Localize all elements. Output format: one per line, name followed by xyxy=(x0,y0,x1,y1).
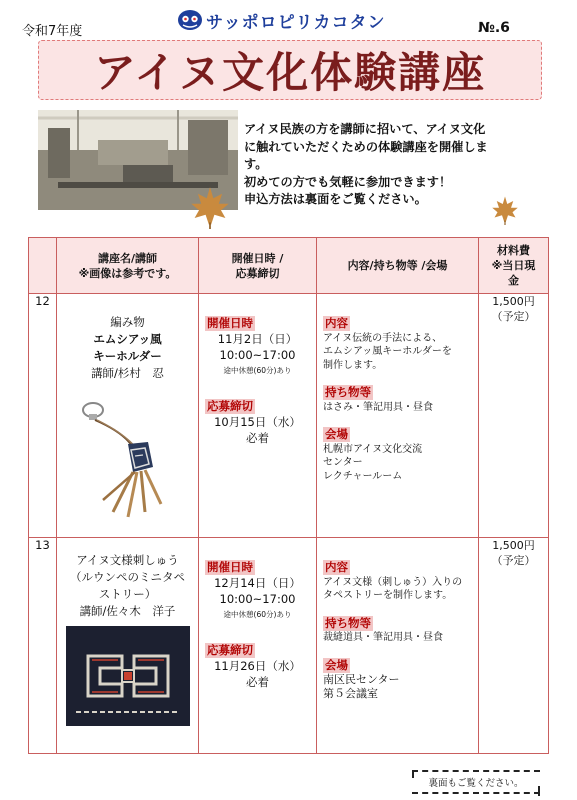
date-tag: 開催日時 xyxy=(207,316,253,330)
title-band xyxy=(38,40,542,100)
course-fee: 1,500円 xyxy=(492,539,535,552)
venue-line: 第５会議室 xyxy=(323,686,378,700)
content-line: アイヌ文様（刺しゅう）入りの xyxy=(323,576,463,588)
table-row xyxy=(29,294,549,538)
course-title: アイヌ文様刺しゅう xyxy=(76,553,179,567)
intro-line: に触れていただくための体験講座を開催しま xyxy=(244,139,488,154)
course-fee-cell xyxy=(479,294,549,538)
header-deadline-line: 応募締切 xyxy=(235,266,280,280)
course-time: 10:00~17:00 xyxy=(219,592,296,606)
course-title: エムシアッ風 xyxy=(93,332,162,346)
maple-leaf-icon xyxy=(490,195,520,225)
course-instructor: 講師/佐々木 洋子 xyxy=(79,604,176,618)
deadline-tag: 応募締切 xyxy=(207,643,253,657)
header-fee-note: ※当日現 xyxy=(491,259,536,272)
header-date xyxy=(199,238,317,294)
content-line: アイヌ伝統の手法による、 xyxy=(323,332,443,344)
header-fee-line: 材料費 xyxy=(497,244,530,257)
logo xyxy=(177,8,386,32)
items-text: 裁縫道具・筆記用具・昼食 xyxy=(323,632,443,643)
items-tag: 持ち物等 xyxy=(325,385,371,399)
items-text: はさみ・筆記用具・昼食 xyxy=(323,401,433,413)
header-fee xyxy=(479,238,549,294)
issue-number: №.6 xyxy=(478,20,510,36)
header-name-line: 講座名/講師 xyxy=(97,251,158,265)
header-date-line: 開催日時 / xyxy=(231,251,284,265)
fiscal-year: 令和7年度 xyxy=(22,24,83,39)
course-date-cell xyxy=(199,294,317,538)
venue-line: 札幌市アイヌ文化交流 xyxy=(323,443,423,455)
deadline-note: 必着 xyxy=(246,675,269,689)
courses-table xyxy=(28,237,549,754)
course-date-cell xyxy=(199,538,317,754)
break-note: 途中休憩(60分)あり xyxy=(223,610,292,619)
header-fee-note: 金 xyxy=(508,274,519,287)
header-content: 内容/持ち物等 /会場 xyxy=(317,238,479,294)
course-date: 11月2日（日） xyxy=(217,332,298,346)
keychain-image xyxy=(73,392,183,522)
table-row xyxy=(29,538,549,754)
course-date: 12月14日（日） xyxy=(214,576,301,590)
logo-mark-icon xyxy=(177,8,203,32)
course-category: 編み物 xyxy=(110,315,145,329)
fee-note: （予定） xyxy=(491,310,536,323)
header-num xyxy=(29,238,57,294)
course-content-cell xyxy=(317,294,479,538)
content-line: エムシアッ風キーホルダーを xyxy=(323,346,452,357)
intro-line: 初めての方でも気軽に参加できます！ xyxy=(244,174,452,189)
course-time: 10:00~17:00 xyxy=(219,348,296,362)
content-tag: 内容 xyxy=(325,560,348,574)
see-reverse-note: 裏面もご覧ください。 xyxy=(412,770,540,794)
venue-line: センター xyxy=(323,457,363,468)
course-name-cell xyxy=(57,538,199,754)
date-tag: 開催日時 xyxy=(207,560,253,574)
content-line: タペストリーを制作します。 xyxy=(323,590,453,601)
intro-line: す。 xyxy=(244,157,268,171)
content-tag: 内容 xyxy=(325,316,348,330)
intro-line: アイヌ民族の方を講師に招いて、アイヌ文化 xyxy=(244,122,486,136)
course-content-cell xyxy=(317,538,479,754)
items-tag: 持ち物等 xyxy=(325,615,371,630)
deadline-tag: 応募締切 xyxy=(207,399,253,413)
course-name-cell xyxy=(57,294,199,538)
course-title: ストリー） xyxy=(98,587,157,601)
course-number: 12 xyxy=(29,294,57,538)
intro-line: 申込方法は裏面をご覧ください。 xyxy=(244,192,427,206)
course-title: （ルウンペのミニタペ xyxy=(70,570,185,584)
header-name-note: ※画像は参考です。 xyxy=(78,266,177,280)
course-deadline: 11月26日（水） xyxy=(214,659,301,673)
maple-leaf-icon xyxy=(188,185,232,229)
course-number: 13 xyxy=(29,538,57,754)
venue-tag: 会場 xyxy=(325,657,348,672)
break-note: 途中休憩(60分)あり xyxy=(223,366,292,375)
header-name xyxy=(57,238,199,294)
deadline-note: 必着 xyxy=(246,431,269,445)
tapestry-image xyxy=(66,626,190,726)
logo-text: サッポロピリカコタン xyxy=(206,12,386,33)
venue-line: 南区民センター xyxy=(323,673,400,686)
course-deadline: 10月15日（水） xyxy=(214,415,301,429)
content-line: 制作します。 xyxy=(323,359,383,371)
page-title: アイヌ文化体験講座 xyxy=(93,48,487,97)
venue-line: レクチャールーム xyxy=(323,470,403,482)
fee-note: （予定） xyxy=(491,554,536,567)
course-instructor: 講師/杉村 忍 xyxy=(91,366,164,380)
course-title: キーホルダー xyxy=(93,349,162,363)
venue-tag: 会場 xyxy=(325,427,348,441)
course-fee-cell xyxy=(479,538,549,754)
table-header-row xyxy=(29,238,549,294)
course-fee: 1,500円 xyxy=(492,295,535,308)
